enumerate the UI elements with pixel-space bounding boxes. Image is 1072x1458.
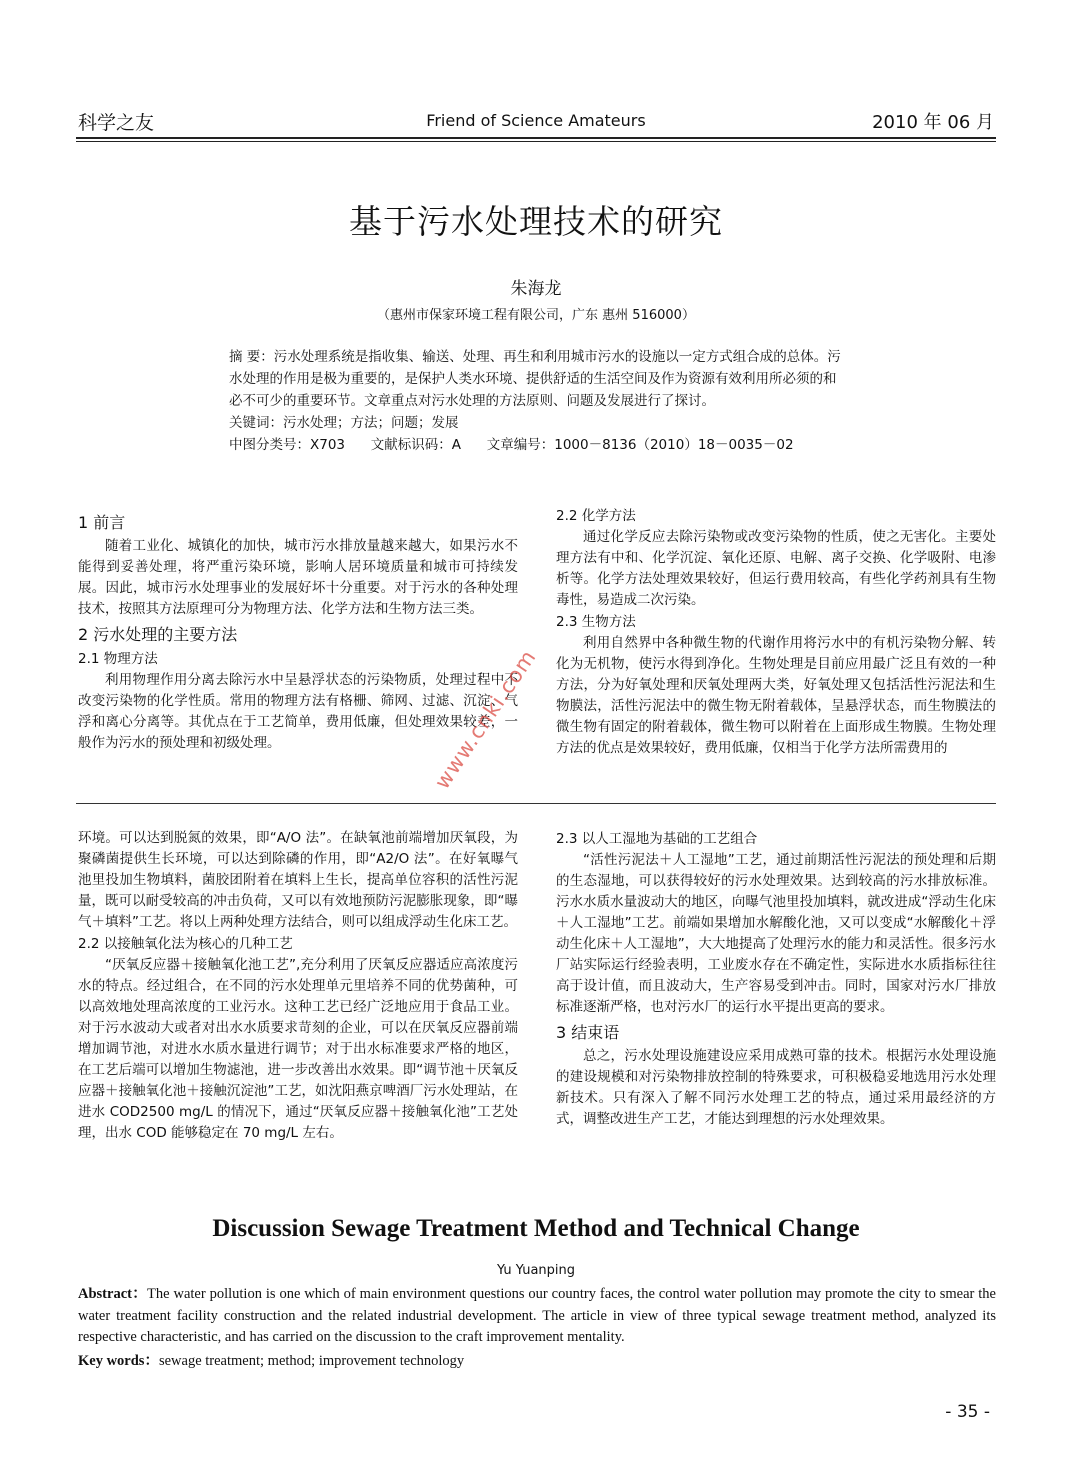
paragraph: 总之，污水处理设施建设应采用成熟可靠的技术。根据污水处理设施的建设规模和对污染物排放控制的特殊要求，可积极稳妥地选用污水处理新技术。只有深入了解不同污水处理工艺的特点，通过采用最经济的方式，调整改进生产工艺，才能达到理想的污水处理效果。 — [556, 1048, 996, 1127]
section-heading-1: 1 前言 — [78, 513, 126, 532]
paragraph: 随着工业化、城镇化的加快，城市污水排放量越来越大，如果污水不能得到妥善处理，将严重污染环境，影响人居环境质量和城市可持续发展。因此，城市污水处理事业的发展好坏十分重要。对于污水的各种处理技术，按照其方法原理可分为物理方法、化学方法和生物方法三类。 — [78, 538, 518, 617]
lower-right-column — [556, 828, 996, 1130]
keywords: 关键词：污水处理；方法；问题；发展 — [229, 415, 459, 431]
english-keywords-label: Key words： — [78, 1353, 159, 1369]
journal-name-cn: 科学之友 — [78, 112, 155, 134]
paragraph: 利用物理作用分离去除污水中呈悬浮状态的污染物质，处理过程中不改变污染物的化学性质。常用的物理方法有格栅、筛网、过滤、沉淀、气浮和离心分离等。其优点在于工艺简单，费用低廉，但处理效果较差，一般作为污水的预处理和初级处理。 — [78, 672, 518, 751]
paragraph: “活性污泥法＋人工湿地”工艺，通过前期活性污泥法的预处理和后期的生态湿地，可以获得较好的污水处理效果。达到较高的污水排放标准。污水水质水量波动大的地区，向曝气池里投加填料，就改进成“浮动生化床＋人工湿地”工艺。前端如果增加水解酸化池，又可以变成“水解酸化＋浮动生化床＋人工湿地”，大大地提高了处理污水的能力和灵活性。很多污水厂站实际运行经验表明，工业废水存在不确定性，实际进水水质指标往往高于设计值，而且波动大，生产容易受到冲击。同时，国家对污水厂排放标准逐渐严格，也对污水厂的运行水平提出更高的要求。 — [556, 852, 996, 1015]
english-abstract-label: Abstract： — [78, 1286, 148, 1302]
header-rule-thin — [76, 141, 996, 142]
english-abstract — [78, 1284, 996, 1349]
upper-left-column — [78, 508, 518, 754]
english-keywords — [78, 1349, 464, 1370]
abstract-text — [229, 346, 845, 412]
running-header — [78, 108, 994, 138]
subsection-heading-2-2: 2.2 化学方法 — [556, 508, 636, 524]
upper-right-column — [556, 505, 996, 759]
subsection-heading-2-3: 2.3 生物方法 — [556, 614, 636, 630]
section-heading-2: 2 污水处理的主要方法 — [78, 625, 238, 644]
paragraph: “厌氧反应器＋接触氧化池工艺”,充分利用了厌氧反应器适应高浓度污水的特点。经过组合，在不同的污水处理单元里培养不同的优势菌种，可以高效地处理高浓度的工业污水。这种工艺已经广泛地应用于食品工业。对于污水波动大或者对出水水质要求苛刻的企业，可以在厌氧反应器前端增加调节池，对进水水质水量进行调节；对于出水标准要求严格的地区，在工艺后端可以增加生物滤池，进一步改善出水效果。即“调节池＋厌氧反应器＋接触氧化池＋接触沉淀池”工艺，如沈阳燕京啤酒厂污水处理站，在进水 COD2500 mg/L 的情况下，通过“厌氧反应器＋接触氧化池”工艺处理，出水 COD 能够稳定在 70 mg/L 左右。 — [78, 957, 518, 1141]
english-keywords-body: sewage treatment; method; improvement technology — [158, 1353, 465, 1369]
subsection-heading-2-3b: 2.3 以人工湿地为基础的工艺组合 — [556, 831, 758, 847]
abstract-label: 摘 要： — [229, 349, 274, 365]
journal-name-en: Friend of Science Amateurs — [426, 111, 646, 130]
section-heading-3: 3 结束语 — [556, 1023, 620, 1042]
header-rule — [76, 137, 996, 139]
watermark: www.cnki.com — [430, 645, 541, 794]
classification-line: 中图分类号：X703 文献标识码：A 文章编号：1000－8136（2010）18－0035－02 — [229, 437, 794, 453]
abstract-block — [229, 346, 845, 456]
english-author: Yu Yuanping — [496, 1263, 576, 1278]
author-affiliation: （惠州市保家环境工程有限公司，广东 惠州 516000） — [377, 308, 695, 323]
page-number: - 35 - — [945, 1402, 990, 1422]
subsection-heading-2-1: 2.1 物理方法 — [78, 651, 158, 667]
article-title: 基于污水处理技术的研究 — [349, 202, 723, 241]
english-title: Discussion Sewage Treatment Method and Technical Change — [212, 1215, 860, 1242]
page-break-rule — [76, 803, 996, 804]
issue-date: 2010 年 06 月 — [872, 112, 994, 133]
paragraph: 利用自然界中各种微生物的代谢作用将污水中的有机污染物分解、转化为无机物，使污水得到净化。生物处理是目前应用最广泛且有效的一种方法，分为好氧处理和厌氧处理两大类，好氧处理又包括活性污泥法和生物膜法，活性污泥法中的微生物无附着载体，呈悬浮状态，而生物膜法的微生物有固定的附着载体，微生物可以附着在上面形成生物膜。生物处理方法的优点是效果较好，费用低廉，仅相当于化学方法所需费用的 — [556, 635, 996, 756]
english-abstract-body: The water pollution is one which of main environment questions our country faces, the control water pollution may promote the city to smear the water treatment facility construction and the related industrial development. The article in view of three typical sewage treatment method, analyzed its respective characteristic, and has carried on the discussion to the craft improvement mentality. — [78, 1286, 996, 1345]
paragraph: 环境。可以达到脱氮的效果，即“A/O 法”。在缺氧池前端增加厌氧段，为聚磷菌提供生长环境，可以达到除磷的作用，即“A2/O 法”。在好氧曝气池里投加生物填料，菌胶团附着在填料上生长，提高单位容积的活性污泥量，既可以耐受较高的冲击负荷，又可以有效地预防污泥膨胀现象，即“曝气＋填料”工艺。将以上两种处理方法结合，则可以组成浮动生化床工艺。 — [78, 830, 518, 930]
lower-left-column — [78, 828, 518, 1144]
abstract-body: 污水处理系统是指收集、输送、处理、再生和利用城市污水的设施以一定方式组合成的总体。污水处理的作用是极为重要的，是保护人类水环境、提供舒适的生活空间及作为资源有效利用所必须的和必不可少的重要环节。文章重点对污水处理的方法原则、问题及发展进行了探讨。 — [229, 349, 841, 409]
subsection-heading-2-2b: 2.2 以接触氧化法为核心的几种工艺 — [78, 936, 293, 952]
paragraph: 通过化学反应去除污染物或改变污染物的性质，使之无害化。主要处理方法有中和、化学沉淀、氧化还原、电解、离子交换、化学吸附、电渗析等。化学方法处理效果较好，但运行费用较高，有些化学药剂具有生物毒性，易造成二次污染。 — [556, 529, 996, 608]
article-author: 朱海龙 — [510, 279, 562, 299]
